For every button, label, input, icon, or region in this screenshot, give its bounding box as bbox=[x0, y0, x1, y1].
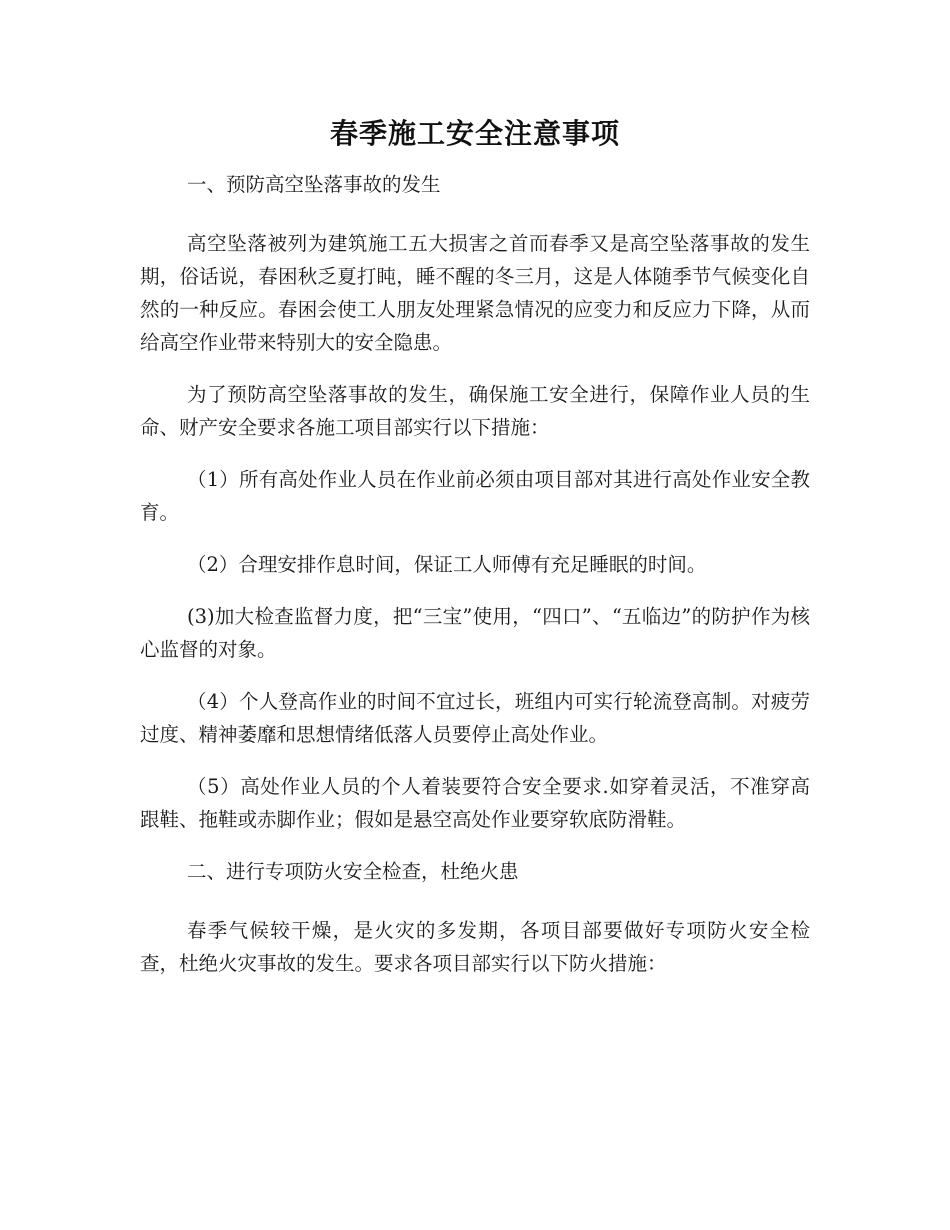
page-title: 春季施工安全注意事项 bbox=[329, 117, 620, 150]
document-body bbox=[140, 168, 810, 999]
list-item: （4）个人登高作业的时间不宜过长，班组内可实行轮流登高制。对疲劳过度、精神萎靡和思想情绪低落人员要停止高处作业。 bbox=[140, 690, 810, 746]
list-item: （2）合理安排作息时间，保证工人师傅有充足睡眠的时间。 bbox=[187, 553, 707, 576]
list-item: （5）高处作业人员的个人着装要符合安全要求.如穿着灵活，不准穿高跟鞋、拖鞋或赤脚作业；假如是悬空高处作业要穿软底防滑鞋。 bbox=[140, 775, 810, 831]
section-heading-1: 一、预防高空坠落事故的发生 bbox=[187, 173, 441, 196]
section-heading-2: 二、进行专项防火安全检查，杜绝火患 bbox=[187, 860, 519, 883]
paragraph: 为了预防高空坠落事故的发生，确保施工安全进行，保障作业人员的生命、财产安全要求各施工项目部实行以下措施： bbox=[140, 383, 810, 439]
list-item: (3)加大检查监督力度，把“三宝”使用，“四口”、“五临边”的防护作为核心监督的对象。 bbox=[140, 605, 810, 661]
paragraph: 春季气候较干燥，是火灾的多发期，各项目部要做好专项防火安全检查，杜绝火灾事故的发生。要求各项目部实行以下防火措施： bbox=[140, 919, 810, 975]
paragraph: 高空坠落被列为建筑施工五大损害之首而春季又是高空坠落事故的发生期，俗话说，春困秋乏夏打盹，睡不醒的冬三月，这是人体随季节气候变化自然的一种反应。春困会使工人朋友处理紧急情况的应变力和反应力下降，从而给高空作业带来特别大的安全隐患。 bbox=[140, 232, 810, 354]
list-item: （1）所有高处作业人员在作业前必须由项目部对其进行高处作业安全教育。 bbox=[140, 468, 810, 524]
